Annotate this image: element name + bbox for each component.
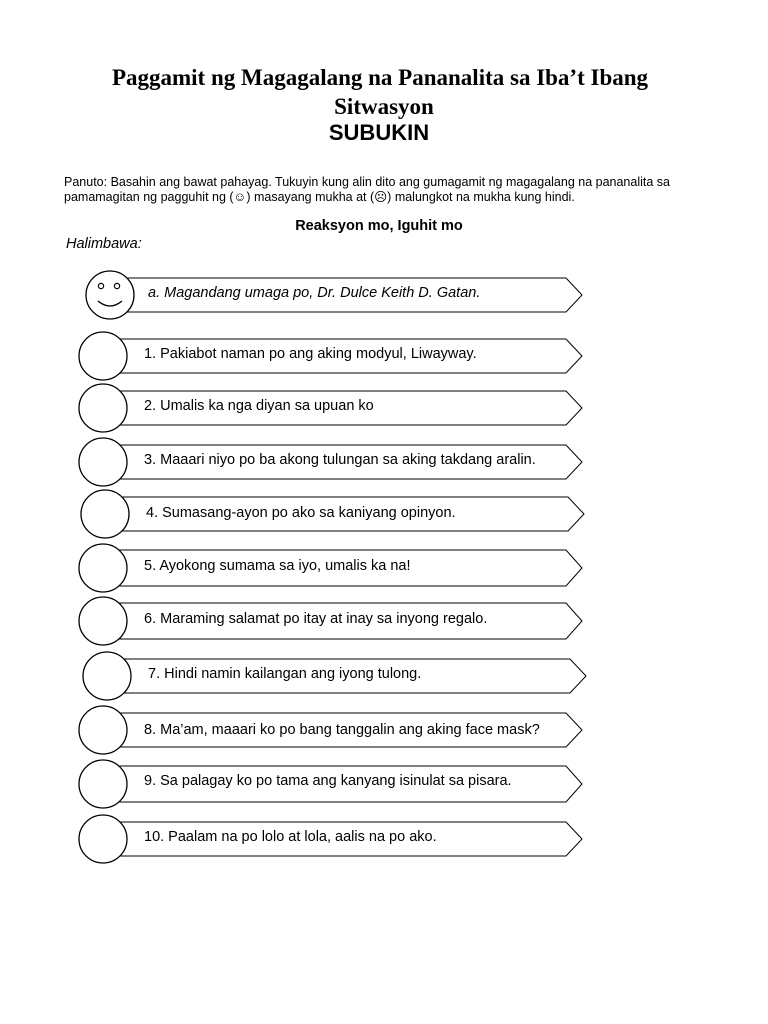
answer-circle[interactable] — [79, 332, 127, 380]
instructions-line1: Panuto: Basahin ang bawat pahayag. Tukuyin kung alin dito ang gumagamit ng magagalang na pananalita sa — [64, 175, 670, 189]
statement-4: 4. Sumasang-ayon po ako sa kaniyang opinyon. — [146, 505, 456, 521]
answer-circle[interactable] — [83, 652, 131, 700]
statement-9: 9. Sa palagay ko po tama ang kanyang isinulat sa pisara. — [144, 773, 512, 789]
example-label: Halimbawa: — [66, 236, 142, 252]
reaction-heading: Reaksyon mo, Iguhit mo — [295, 218, 463, 234]
statement-5: 5. Ayokong sumama sa iyo, umalis ka na! — [144, 558, 411, 574]
statement-6: 6. Maraming salamat po itay at inay sa inyong regalo. — [144, 611, 488, 627]
section-subtitle: SUBUKIN — [328, 120, 430, 145]
example-statement: a. Magandang umaga po, Dr. Dulce Keith D. Gatan. — [148, 285, 481, 301]
answer-circle[interactable] — [79, 815, 127, 863]
statement-8: 8. Ma’am, maaari ko po bang tanggalin ang aking face mask? — [144, 722, 540, 738]
statement-1: 1. Pakiabot naman po ang aking modyul, Liwayway. — [144, 346, 477, 362]
answer-circle[interactable] — [79, 544, 127, 592]
statement-2: 2. Umalis ka nga diyan sa upuan ko — [144, 398, 374, 414]
page-title-line2: Sitwasyon — [334, 94, 434, 119]
answer-circle[interactable] — [79, 760, 127, 808]
statement-7: 7. Hindi namin kailangan ang iyong tulong. — [148, 666, 422, 682]
answer-circle[interactable] — [81, 490, 129, 538]
answer-circle[interactable] — [79, 438, 127, 486]
statement-3: 3. Maaari niyo po ba akong tulungan sa aking takdang aralin. — [144, 452, 536, 468]
answer-circle[interactable] — [79, 384, 127, 432]
page-title: Paggamit ng Magagalang na Pananalita sa Iba’t Ibang — [111, 65, 649, 90]
answer-circle[interactable] — [79, 706, 127, 754]
smiley-face-icon — [86, 271, 134, 319]
answer-circle[interactable] — [79, 597, 127, 645]
statement-10: 10. Paalam na po lolo at lola, aalis na po ako. — [144, 829, 437, 845]
instructions-line2: pamamagitan ng pagguhit ng (☺) masayang mukha at (☹) malungkot na mukha kung hindi. — [64, 190, 575, 204]
